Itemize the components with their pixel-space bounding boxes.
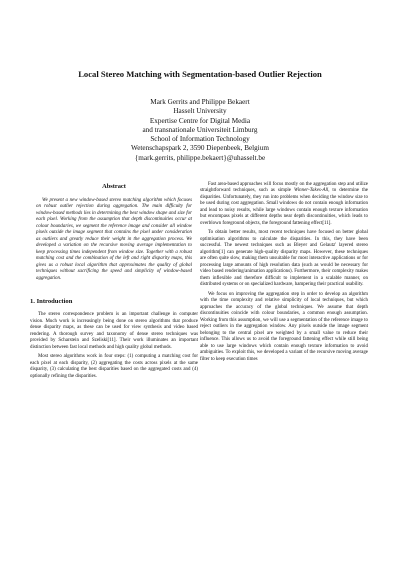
section-heading-introduction: 1. Introduction [30,298,73,306]
affiliation-line: School of Information Technology [150,135,250,144]
abstract-heading: Abstract [102,183,126,190]
author-names: Mark Gerrits and Philippe Bekaert [150,98,250,106]
left-column [30,183,198,383]
affiliation-line: Hasselt University [173,107,227,116]
body-paragraph: We focus on improving the aggregation step in order to develop an algorithm with the time complexity and relative simplicity of local techniques, but which approaches the accuracy of the global techniques. We assume that depth discontinuities coincide with colour boundaries, a common enough assumption. Working from this assumption, we will use a segmentation of the reference image to reject outliers in the aggregation window. Any pixels outside the image segment belonging to the central pixel are weighted by a small value to reduce their influence. This allows us to avoid the foreground fattening effect while still being able to use large windows which contain enough texture information to avoid ambiguities. To exploit this, we developed a variant of the recursive moving average filter to keep execution times [200,291,368,362]
paragraph-text: Fast area-based approaches will focus mostly on the aggregation step and utilize straightforward techniques, such as simple [200,182,368,194]
author-block [0,98,400,163]
abstract-text: We present a new window-based stereo matching algorithm which focuses on robust outlier rejection during aggregation. The main difficulty for window-based methods lies in determining the best window shape and size for each pixel. Working from the assumption that depth discontinuities occur at colour boundaries, we segment the reference image and consider all window pixels outside the image segment that contains the pixel under consideration as outliers and greatly reduce their weight in the aggregation process. We developed a variation on the recursive moving average implementation to keep processing times independent from window size. Together with a robust matching cost and the combination of the left and right disparity maps, this gives us a robust local algorithm that approximates the quality of global techniques without sacrificing the speed and simplicity of window-based aggregation. [36,198,192,281]
body-paragraph: Most stereo algorithms work in four steps: (1) computing a matching cost for each pixel at each disparity, (2) aggregating the costs across pixels at the same disparity, (3) calculating the best disparities based on the aggregated costs and (4) optionally refining the disparities. [30,354,198,379]
affiliation-line: and transnationale Universiteit Limburg [142,125,258,134]
italic-term: Winner-Takes-All [293,188,329,194]
body-paragraph [200,182,368,227]
address-line: Wetenschapspark 2, 3590 Diepenbeek, Belgium [131,144,269,153]
body-paragraph: The stereo correspondence problem is an important challenge in computer vision. Much work is increasingly being done on stereo algorithms that produce dense disparity maps, as these can be used for view synthesis and video based rendering. A thorough survey and taxonomy of dense stereo techniques was provided by Scharstein and Szeliski[11]. Their work illuminates an important distinction between fast local methods and high quality global methods. [30,312,198,350]
paragraph-text: , to determine the disparities. Unfortunately, they run into problems when deciding the window size to be used during cost aggregation. Small windows do not contain enough information and lead to noisy results, while large windows contain enough texture information but encompass pixels at different depths near depth discontinuities, which leads to overblown foreground objects, the foreground fattening effect[11]. [200,188,368,226]
email-line: {mark.gerrits, philippe.bekaert}@uhasselt.be [134,153,266,162]
right-column [200,182,368,366]
affiliation-line: Expertise Centre for Digital Media [149,116,251,125]
paper-title: Local Stereo Matching with Segmentation-based Outlier Rejection [78,69,322,79]
body-paragraph: To obtain better results, most recent techniques have focused on better global optimisation algorithms to calculate the disparities. In this, they have been successful. The newest techniques such as Bleyer and Gelautz' layered stereo algorithm[1] can generate high-quality disparity maps. However, these techniques are often quite slow, making them unsuitable for most interactive applications or for processing large amounts of high resolution data (such as would be necessary for video based rendering/animation applications). Furthermore, their complexity makes them inflexible and therefore difficult to implement in a scalable manner, on distributed systems or on specialized hardware, hampering their practical usability. [200,230,368,288]
